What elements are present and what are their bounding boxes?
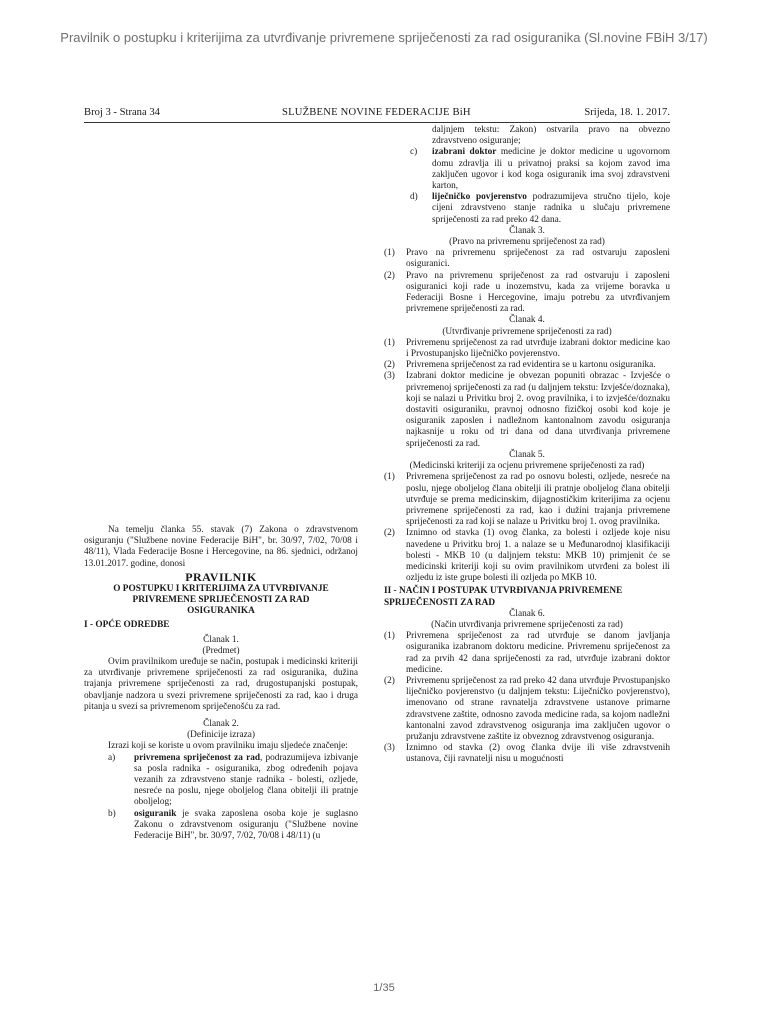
- article-5-subtitle: (Medicinski kriteriji za ocjenu privremene spriječenosti za rad): [409, 461, 645, 472]
- article-1-subtitle: (Predmet): [202, 645, 240, 656]
- article-4-paragraph-1: [384, 338, 670, 360]
- definition-b-term: osiguranik: [134, 808, 177, 819]
- paragraph-text: Privremenu spriječenost za rad utvrđuje izabrani doktor medicine kao i Prvostupanjsko liječničko povjerenstvo.: [406, 337, 670, 360]
- article-2-intro: Izrazi koji se koriste u ovom pravilniku imaju sljedeće značenje:: [108, 741, 348, 752]
- paragraph-text: Izabrani doktor medicine je obvezan popuniti obrazac - Izvješće o privremenoj spriječenosti za rad (u daljnjem tekstu: Izvješće/doznaka), koji se nalazi u Privitku broj 2. ovog pravilnika, i to izvješće/doznaku dostaviti osiguraniku, pravnoj odnosno fizičkoj osobi kod koje je osiguranik zaposlen i nadležnom kantonalnom zavodu osiguranja najkasnije u roku od tri dana od dana utvrđivanja privremene spriječenosti za rad.: [406, 371, 670, 449]
- article-6-paragraph-2: [384, 676, 670, 743]
- article-6-paragraph-1: [384, 631, 670, 676]
- article-6-paragraph-3: [384, 743, 670, 765]
- regulation-title: PRAVILNIK: [185, 569, 257, 584]
- section-heading-2: II - NAČIN I POSTUPAK UTVRĐIVANJA PRIVREMENE SPRIJEČENOSTI ZA RAD: [384, 586, 623, 608]
- header-rule: [84, 122, 670, 123]
- article-3-title: Članak 3.: [509, 225, 545, 236]
- gazette-name: SLUŽBENE NOVINE FEDERACIJE BiH: [282, 107, 471, 118]
- page-number: 1/35: [373, 982, 395, 994]
- paragraph-marker: (1): [384, 337, 395, 348]
- definition-d-text: podrazumijeva stručno tijelo, koje cijeni zdravstveno stanje radnika u slučaju privremene spriječenosti za rad preko 42 dana.: [432, 192, 670, 225]
- definition-a-text: , podrazumijeva izbivanje sa posla radnika - osiguranika, zbog određenih pojava vezanih za zdravstveno stanje radnika - bolesti, ozljede, nesreće na poslu, njege obolјelog člana obitelji ili pratnje obolјelog;: [134, 752, 358, 808]
- paragraph-marker: (2): [384, 360, 395, 371]
- paragraph-marker: (1): [384, 248, 395, 259]
- article-3-subtitle: (Pravo na privremenu spriječenost za rad): [449, 237, 605, 248]
- paragraph-marker: (2): [384, 270, 395, 281]
- paragraph-text: Privremenu spriječenost za rad preko 42 dana utvrđuje Prvostupanjsko liječničko povjerenstvo (u daljnjem tekstu: Liječničko povjerenstvo), imenovano od strane ravnatelja zdravstvene ustanove primarne zdravstvene zaštite, odnosno zavoda medicine rada, sa kojom nadležni kantonalni zavod zdravstvenog osiguranja ima zaključen ugovor o pružanju zdravstvene zaštite iz obveznog zdravstvenog osiguranja.: [406, 675, 670, 742]
- article-5-paragraph-1: [384, 472, 670, 528]
- definition-b-continued: daljnjem tekstu: Zakon) ostvarila pravo na obvezno zdravstveno osiguranje;: [432, 125, 670, 147]
- paragraph-text: Iznimno od stavka (2) ovog članka dvije ili više zdravstvenih ustanova, čiji ravnatelji nisu u mogućnosti: [406, 743, 670, 765]
- paragraph-text: Pravo na privremenu spriječenost za rad ostvaruju zaposleni osiguranici.: [406, 248, 670, 270]
- definition-b-text: je svaka zaposlena osoba koje je suglasno Zakonu o zdravstvenom osiguranju ("Službene novine Federacije BiH", br. 30/97, 7/02, 70/08 i 48/11) (u: [134, 808, 358, 842]
- article-2-subtitle: (Definicije izraza): [187, 730, 255, 741]
- paragraph-marker: (2): [384, 675, 395, 686]
- section-heading-1: I - OPĆE ODREDBE: [84, 620, 170, 631]
- preamble: Na temelju članka 55. stavak (7) Zakona o zdravstvenom osiguranju ("Službene novine Federacije BiH", br. 30/97, 7/02, 70/08 i 48/11), Vlada Federacije Bosne i Hercegovine, na 86. sjednici, održanoj 13.01.2017. godine, donosi: [84, 525, 358, 569]
- paragraph-text: Privremena spriječenost za rad evidentira se u kartonu osiguranika.: [406, 360, 656, 371]
- issue-page-label: Broj 3 - Strana 34: [84, 107, 160, 118]
- article-2-title: Članak 2.: [203, 719, 239, 730]
- paragraph-text: Iznimno od stavka (1) ovog članka, za bolesti i ozljede koje nisu navedene u Privitku broj 1. a nalaze se u Međunarodnoj klasifikaciji bolesti - MKB 10 (u daljnjem tekstu: MKB 10) primjenit će se medicinski kriteriji koji su ovim pravilnikom utvrđeni za bolest ili ozljedu iz iste grupe bolesti ili ozljeda po MKB 10.: [406, 528, 670, 584]
- definition-c-term: izabrani doktor: [432, 147, 497, 158]
- regulation-subtitle: O POSTUPKU I KRITERIJIMA ZA UTVRĐIVANJE PRIVREMENE SPRIJEČENOSTI ZA RAD OSIGURANIKA: [113, 583, 329, 617]
- paragraph-text: Privremena spriječenost za rad utvrđuje se danom javljanja osiguranika izabranom doktoru medicine. Privremenu spriječenost za rad za prvih 42 dana spriječenosti za rad, utvrđuje izabrani doktor medicine.: [406, 631, 670, 675]
- paragraph-text: Pravo na privremenu spriječenost za rad ostvaruju i zaposleni osiguranici koji rade u inozemstvu, kada za vrijeme boravka u Federaciji Bosne i Hercegovine, imaju potrebu za utvrđivanjem privremene spriječenosti za rad.: [406, 270, 670, 315]
- definition-c-text: medicine je doktor medicine u ugovornom domu zdravlja ili u privatnoj praksi sa kojom zavod ima zaključen ugovor i kod koga osiguranik ima svoj zdravstveni karton,: [432, 147, 670, 192]
- paragraph-marker: (3): [384, 743, 395, 754]
- definition-d: [384, 192, 670, 226]
- article-1-text: Ovim pravilnikom uređuje se način, postupak i medicinski kriteriji za utvrđivanje privremene spriječenosti za rad osiguranika, dužina trajanja privremene spriječenosti za rad, drugostupanjski postupak, obavljanje nadzora u svezi privremene spriječenosti za rad, kao i druga pitanja u svezi sa privremenom spriječenošću za rad.: [84, 657, 358, 712]
- article-5-paragraph-2: [384, 528, 670, 584]
- definition-a: [84, 753, 358, 809]
- definition-c: [384, 147, 670, 192]
- article-4-paragraph-2: [384, 360, 670, 371]
- article-4-title: Članak 4.: [509, 315, 545, 326]
- paragraph-marker: (1): [384, 472, 395, 483]
- issue-date: Srijeda, 18. 1. 2017.: [584, 107, 670, 118]
- paragraph-text: Privremena spriječenost za rad po osnovu bolesti, ozljede, nesreće na poslu, njege oboljelog člana obitelji ili pratnje oboljelog člana obitelji utvrđuje se prema medicinskim, dijagnostičkim kriterijima za ocjenu privremene spriječenosti za rad, kao i dužini trajanja privremene spriječenosti za rad koji se nalaze u Privitku broj 1. ovog pravilnika.: [406, 472, 670, 528]
- definition-a-marker: a): [108, 752, 116, 763]
- article-3-paragraph-1: [384, 248, 670, 270]
- definition-d-term: liječničko povjerenstvo: [432, 192, 527, 203]
- definition-c-marker: c): [410, 147, 418, 158]
- article-5-title: Članak 5.: [509, 449, 545, 460]
- article-4-paragraph-3: [384, 371, 670, 449]
- article-1-title: Članak 1.: [203, 634, 239, 645]
- article-6-subtitle: (Način utvrđivanja privremene spriječenosti za rad): [431, 619, 623, 630]
- definition-b-marker: b): [108, 808, 116, 819]
- document-title: Pravilnik o postupku i kriterijima za utvrđivanje privremene spriječenosti za rad osiguranika (Sl.novine FBiH 3/17): [60, 30, 708, 45]
- paragraph-marker: (3): [384, 371, 395, 382]
- definition-d-marker: d): [410, 192, 418, 203]
- definition-a-term: privremena spriječenost za rad: [134, 752, 261, 763]
- right-column: [384, 125, 670, 766]
- paragraph-marker: (1): [384, 631, 395, 642]
- article-6-title: Članak 6.: [509, 608, 545, 619]
- paragraph-marker: (2): [384, 528, 395, 539]
- article-4-subtitle: (Utvrđivanje privremene spriječenosti za rad): [442, 326, 612, 337]
- definition-b: [84, 809, 358, 843]
- left-column: [84, 525, 358, 842]
- gazette-header: [84, 107, 670, 121]
- article-3-paragraph-2: [384, 271, 670, 316]
